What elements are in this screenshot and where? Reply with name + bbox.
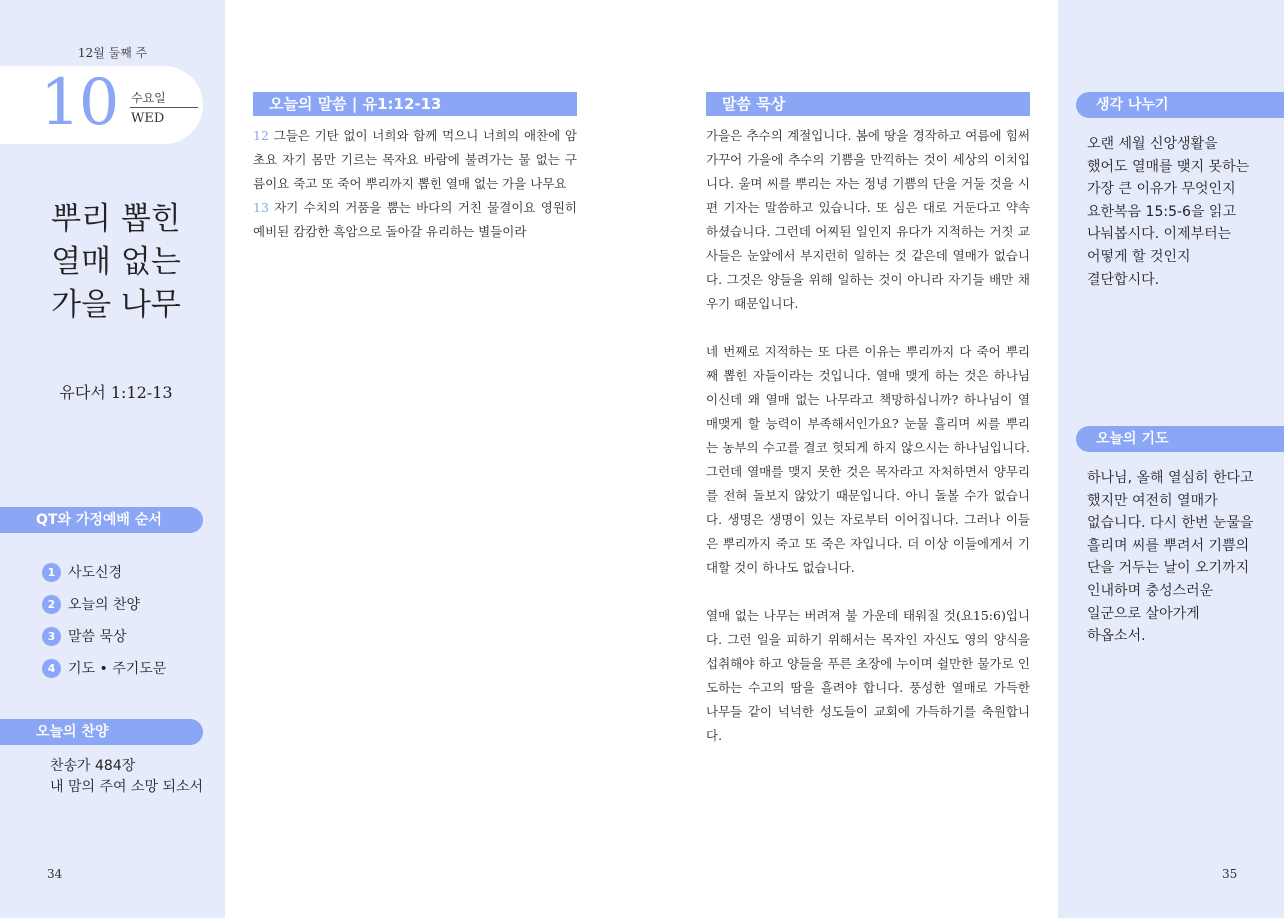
scripture-text <box>253 124 577 244</box>
sharing-line: 오랜 세월 신앙생활을 <box>1087 136 1218 152</box>
sharing-line: 결단합시다. <box>1087 271 1160 288</box>
week-label: 12월 둘째 주 <box>77 46 148 60</box>
meditation-text <box>706 124 1030 772</box>
page-number-right: 35 <box>1222 867 1238 881</box>
title-line: 뿌리 뽑힌 <box>51 201 181 237</box>
verse-text: 자기 수치의 거품을 뿜는 바다의 거친 물결이요 영원히 예비된 캄캄한 흑암으로 돌아갈 유리하는 별들이라 <box>253 200 577 239</box>
sharing-line: 요한복음 15:5-6을 읽고 <box>1087 203 1236 220</box>
verse-text: 그들은 기탄 없이 너희와 함께 먹으니 너희의 애찬에 암초요 자기 몸만 기르는 목자요 바람에 불려가는 물 없는 구름이요 죽고 또 죽어 뿌리까지 뽑힌 열매 없는 가을 나무요 <box>253 128 577 191</box>
prayer-line: 했지만 여전히 열매가 <box>1087 492 1218 509</box>
scripture-reference: 유다서 1:12-13 <box>59 383 173 402</box>
number-badge: 2 <box>42 595 61 614</box>
prayer-line: 흘리며 씨를 뿌려서 기쁨의 <box>1087 537 1250 554</box>
number-badge: 1 <box>42 563 61 582</box>
sharing-line: 했어도 열매를 맺지 못하는 <box>1087 158 1250 175</box>
number-badge: 4 <box>42 659 61 678</box>
sharing-line: 어떻게 할 것인지 <box>1087 248 1191 265</box>
prayer-heading: 오늘의 기도 <box>1076 426 1284 452</box>
list-item-label: 오늘의 찬양 <box>68 597 141 613</box>
sharing-line: 나눠봅시다. 이제부터는 <box>1087 226 1232 243</box>
paragraph: 네 번째로 지적하는 또 다른 이유는 뿌리까지 다 죽어 뿌리째 뽑힌 자들이라는 것입니다. 열매 맺게 하는 것은 하나님이신데 왜 열매 없는 나무라고 책망하십니까? 하나님이 열매맺게 할 능력이 부족해서인가요? 눈물 흘리며 씨를 뿌리는 농부의 수고를 결코 헛되게 하지 않으시는 하나님입니다. 그런데 열매를 맺지 못한 것은 목자라고 자처하면서 양무리를 전혀 돌보지 않았기 때문입니다. 아니 돌볼 수가 없습니다. 생명은 생명이 있는 자로부터 이어집니다. 그러나 이들은 뿌리까지 죽고 또 죽은 자입니다. 더 이상 이들에게서 기대할 것이 하나도 없습니다. <box>706 344 1030 575</box>
order-heading: QT와 가정예배 순서 <box>0 507 203 533</box>
verse <box>253 124 577 196</box>
date-divider <box>130 107 198 108</box>
prayer-line: 하옵소서. <box>1087 628 1146 645</box>
hymn-line: 찬송가 484장 <box>50 758 136 774</box>
day-number: 10 <box>40 66 118 140</box>
page-title <box>0 198 232 327</box>
day-name-korean: 수요일 <box>131 91 166 105</box>
prayer-line: 인내하며 충성스러운 <box>1087 582 1214 599</box>
sharing-heading: 생각 나누기 <box>1076 92 1284 118</box>
prayer-line: 없습니다. 다시 한번 눈물을 <box>1087 515 1254 532</box>
paragraph: 가을은 추수의 계절입니다. 봄에 땅을 경작하고 여름에 힘써 가꾸어 가을에 추수의 기쁨을 만끽하는 것이 세상의 이치입니다. 울며 씨를 뿌리는 자는 정녕 기쁨의 단을 거둘 것을 시편 기자는 말씀하고 있습니다. 또 심은 대로 거둔다고 약속하셨습니다. 그런데 어찌된 일인지 유다가 지적하는 거짓 교사들은 눈앞에서 부지런히 일하는 것 같은데 열매가 없습니다. 그것은 양들을 위해 일하는 것이 아니라 자기들 배만 채우기 때문입니다. <box>706 128 1030 311</box>
list-item <box>42 588 166 620</box>
title-line: 가을 나무 <box>51 287 181 323</box>
list-item <box>42 652 166 684</box>
list-item-label: 말씀 묵상 <box>68 629 127 645</box>
prayer-line: 단을 거두는 날이 오기까지 <box>1087 560 1250 577</box>
list-item <box>42 620 166 652</box>
prayer-line: 일군으로 살아가게 <box>1087 605 1200 622</box>
meditation-heading: 말씀 묵상 <box>706 92 1030 116</box>
list-item-label: 기도 • 주기도문 <box>68 661 167 677</box>
verse <box>253 196 577 244</box>
hymn-text <box>50 756 203 798</box>
list-item <box>42 556 166 588</box>
prayer-line: 하나님, 올해 열심히 한다고 <box>1087 470 1254 486</box>
verse-number: 12 <box>253 128 269 143</box>
verse-number: 13 <box>253 200 269 215</box>
list-item-label: 사도신경 <box>68 565 123 581</box>
title-line: 열매 없는 <box>51 244 181 280</box>
hymn-heading: 오늘의 찬양 <box>0 719 203 745</box>
prayer-text <box>1087 467 1257 648</box>
scripture-heading: 오늘의 말씀 | 유1:12-13 <box>253 92 577 116</box>
sharing-text <box>1087 133 1257 291</box>
hymn-line: 내 맘의 주여 소망 되소서 <box>50 779 204 795</box>
number-badge: 3 <box>42 627 61 646</box>
day-name-english: WED <box>131 111 165 126</box>
sharing-line: 가장 큰 이유가 무엇인지 <box>1087 181 1236 198</box>
paragraph: 열매 없는 나무는 버려져 불 가운데 태워질 것(요15:6)입니다. 그런 일을 피하기 위해서는 목자인 자신도 영의 양식을 섭취해야 하고 양들을 푸른 초장에 누이며 쉴만한 물가로 인도하는 수고의 땀을 흘려야 합니다. 풍성한 열매로 가득한 나무들 같이 넉넉한 성도들이 교회에 가득하기를 축원합니다. <box>706 608 1030 743</box>
order-list <box>42 556 166 684</box>
page-number-left: 34 <box>47 867 63 881</box>
